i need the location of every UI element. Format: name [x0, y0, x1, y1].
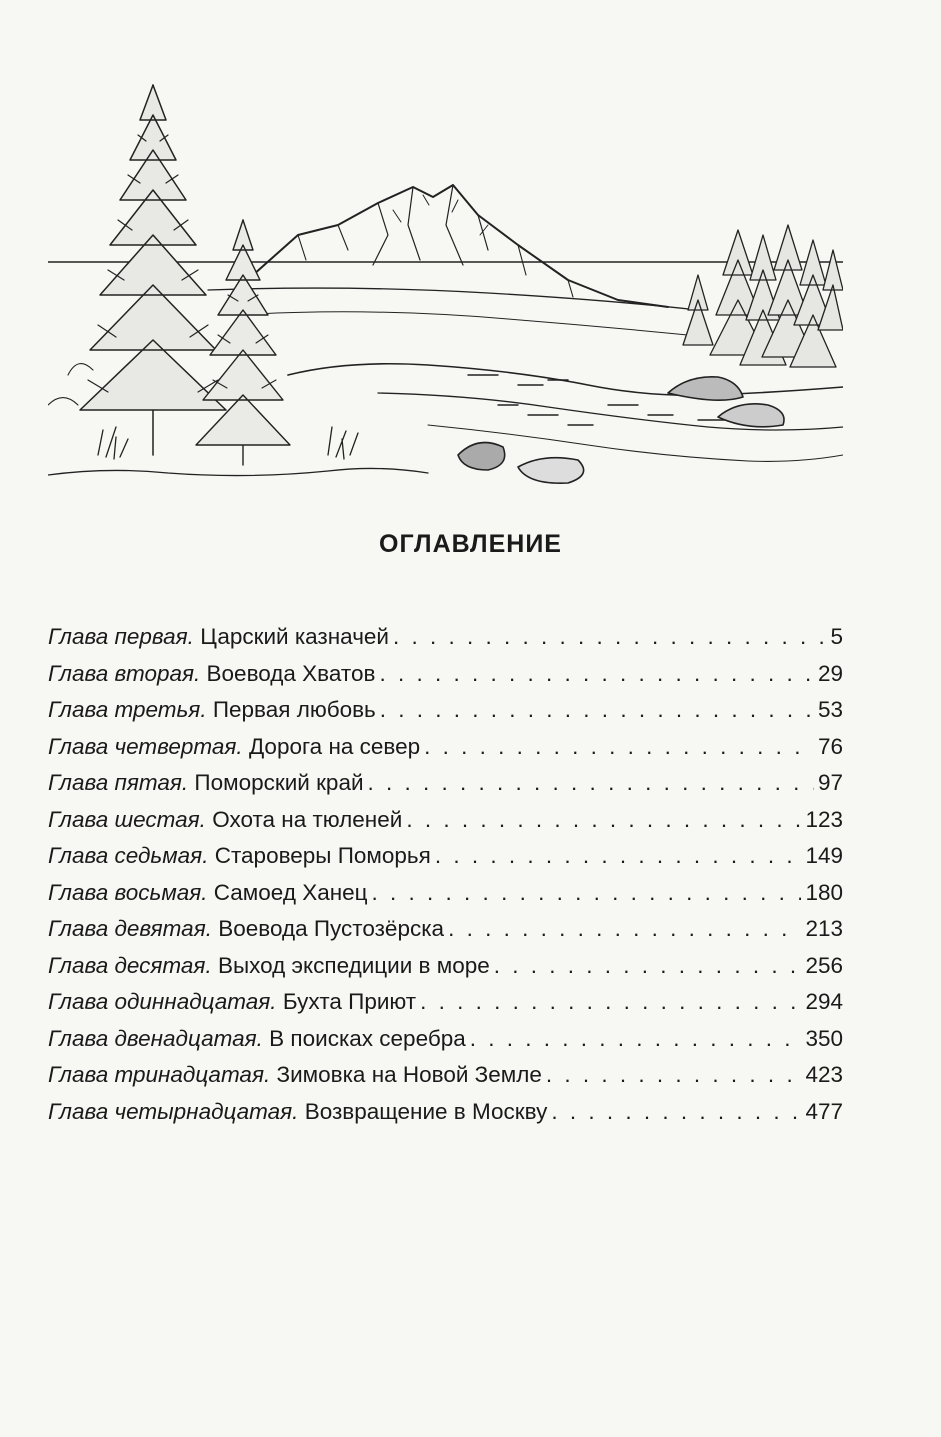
chapter-number: Глава пятая.: [48, 770, 189, 795]
page-number: 477: [805, 1098, 843, 1124]
chapter-number: Глава десятая.: [48, 952, 212, 978]
chapter-number: Глава тринадцатая.: [48, 1062, 271, 1087]
page-number: 76: [817, 733, 843, 759]
leader-dots: [494, 953, 802, 979]
chapter-number: Глава первая.: [48, 624, 194, 649]
chapter-number: Глава девятая.: [48, 916, 212, 941]
toc-entry: [48, 1062, 843, 1099]
chapter-number: Глава восьмая.: [48, 879, 208, 905]
leader-dots: [379, 661, 814, 687]
chapter-number: Глава четвертая.: [48, 733, 243, 759]
leader-dots: [406, 807, 801, 833]
toc-entry: [48, 916, 843, 953]
toc-entry: [48, 734, 843, 771]
leader-dots: [372, 880, 802, 906]
chapter-title: Выход экспедиции в море: [217, 952, 490, 978]
leader-dots: [420, 989, 801, 1015]
chapter-title: Первая любовь: [212, 697, 376, 722]
chapter-title: Зимовка на Новой Земле: [276, 1062, 542, 1087]
toc-entry: [48, 1026, 843, 1063]
leader-dots: [551, 1099, 801, 1125]
toc-entry: [48, 770, 843, 807]
page-number: 256: [805, 952, 843, 978]
chapter-number: Глава шестая.: [48, 806, 206, 832]
leader-dots: [435, 843, 802, 869]
page-number: 97: [817, 770, 843, 795]
page-number: 213: [805, 916, 843, 941]
table-of-contents: [48, 624, 843, 1135]
chapter-number: Глава третья.: [48, 697, 207, 722]
chapter-title: Староверы Поморья: [214, 843, 431, 868]
leader-dots: [424, 734, 814, 760]
chapter-title: Охота на тюленей: [212, 806, 403, 832]
page-number: 5: [830, 624, 843, 649]
landscape-illustration: [48, 75, 843, 505]
page-number: 123: [805, 806, 843, 832]
chapter-number: Глава двенадцатая.: [48, 1025, 263, 1051]
page-number: 294: [805, 989, 843, 1014]
toc-entry: [48, 953, 843, 990]
page-title: ОГЛАВЛЕНИЕ: [379, 530, 562, 558]
chapter-number: Глава вторая.: [48, 660, 201, 686]
chapter-number: Глава седьмая.: [48, 843, 209, 868]
leader-dots: [470, 1026, 802, 1052]
chapter-title: В поисках серебра: [269, 1025, 466, 1051]
toc-entry: [48, 843, 843, 880]
page-number: 180: [805, 879, 843, 905]
chapter-title: Царский казначей: [200, 624, 389, 649]
page-number: 29: [817, 660, 843, 686]
leader-dots: [368, 770, 814, 796]
toc-entry: [48, 697, 843, 734]
chapter-title: Поморский край: [194, 770, 364, 795]
leader-dots: [448, 916, 801, 942]
page-number: 53: [817, 697, 843, 722]
toc-entry: [48, 661, 843, 698]
toc-entry: [48, 624, 843, 661]
chapter-title: Возвращение в Москву: [304, 1098, 548, 1124]
toc-entry: [48, 880, 843, 917]
toc-entry: [48, 989, 843, 1026]
leader-dots: [546, 1062, 802, 1088]
page-number: 423: [805, 1062, 843, 1087]
page-number: 149: [805, 843, 843, 868]
toc-entry: [48, 807, 843, 844]
page-number: 350: [805, 1025, 843, 1051]
chapter-title: Самоед Ханец: [213, 879, 368, 905]
chapter-title: Воевода Хватов: [206, 660, 376, 686]
chapter-title: Воевода Пустозёрска: [218, 916, 445, 941]
chapter-title: Бухта Приют: [282, 989, 417, 1014]
chapter-title: Дорога на север: [248, 733, 421, 759]
leader-dots: [380, 697, 814, 723]
toc-entry: [48, 1099, 843, 1136]
leader-dots: [393, 624, 826, 650]
chapter-number: Глава четырнадцатая.: [48, 1098, 299, 1124]
chapter-number: Глава одиннадцатая.: [48, 989, 277, 1014]
